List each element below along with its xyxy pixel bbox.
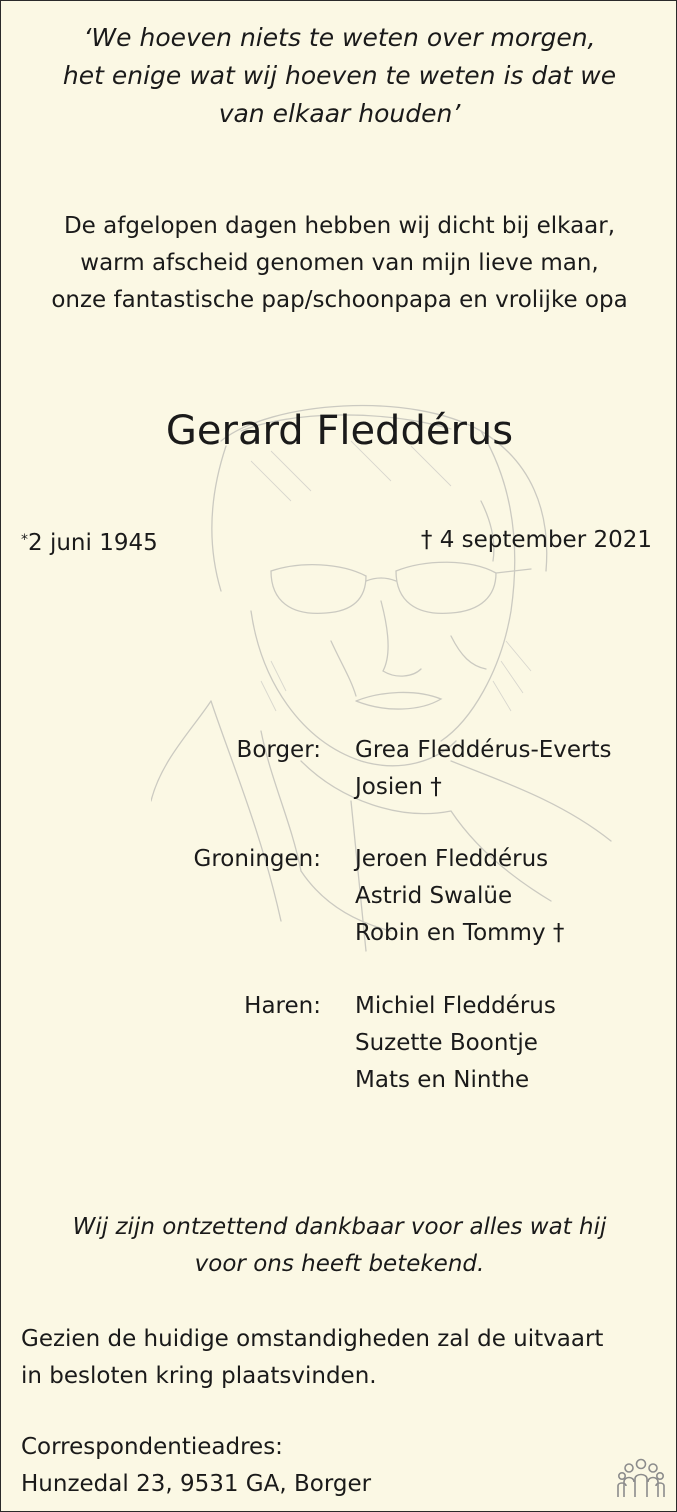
birth-star-icon: * [21, 532, 28, 548]
family-names [355, 732, 612, 806]
quote-line: het enige wat wij hoeven te weten is dat we [62, 61, 617, 90]
family-place: Haren: [244, 993, 321, 1019]
family-names [355, 841, 564, 952]
family-place: Groningen: [193, 846, 321, 872]
funeral-notice [21, 1321, 603, 1395]
intro-line: warm afscheid genomen van mijn lieve man, [80, 250, 599, 276]
birth-date-line [21, 523, 158, 560]
thanks-text [1, 1209, 677, 1283]
intro-line: De afgelopen dagen hebben wij dicht bij elkaar, [63, 213, 616, 239]
deceased-name: Gerard Fleddérus [165, 408, 514, 454]
address-label: Correspondentieadres: [21, 1434, 283, 1460]
death-date-line [421, 523, 652, 557]
family-member: Mats en Ninthe [355, 1067, 530, 1093]
funeral-line: Gezien de huidige omstandigheden zal de uitvaart [21, 1326, 604, 1352]
funeral-line: in besloten kring plaatsvinden. [21, 1363, 377, 1389]
quote-line: ‘We hoeven niets te weten over morgen, [83, 23, 596, 52]
correspondence-address [21, 1429, 371, 1503]
opening-quote [1, 19, 677, 133]
family-place: Borger: [236, 737, 321, 763]
thanks-line: Wij zijn ontzettend dankbaar voor alles wat hij [72, 1214, 607, 1240]
family-member: Astrid Swalüe [355, 883, 513, 909]
intro-text [1, 208, 677, 319]
family-member: Robin en Tommy † [355, 920, 565, 946]
address-value: Hunzedal 23, 9531 GA, Borger [21, 1471, 372, 1497]
family-group-logo-icon [617, 1457, 665, 1501]
family-member: Jeroen Fleddérus [355, 846, 549, 872]
family-member: Grea Fleddérus-Everts [355, 737, 612, 763]
family-member: Suzette Boontje [355, 1030, 538, 1056]
death-cross-icon: † [420, 527, 433, 553]
death-date: 4 september 2021 [439, 527, 652, 553]
family-member: Josien † [355, 774, 442, 800]
thanks-line: voor ons heeft betekend. [194, 1251, 485, 1277]
family-names [355, 988, 556, 1099]
intro-line: onze fantastische pap/schoonpapa en vrolijke opa [51, 287, 628, 313]
family-member: Michiel Fleddérus [355, 993, 556, 1019]
birth-date: 2 juni 1945 [28, 530, 158, 556]
quote-line: van elkaar houden’ [218, 99, 461, 128]
